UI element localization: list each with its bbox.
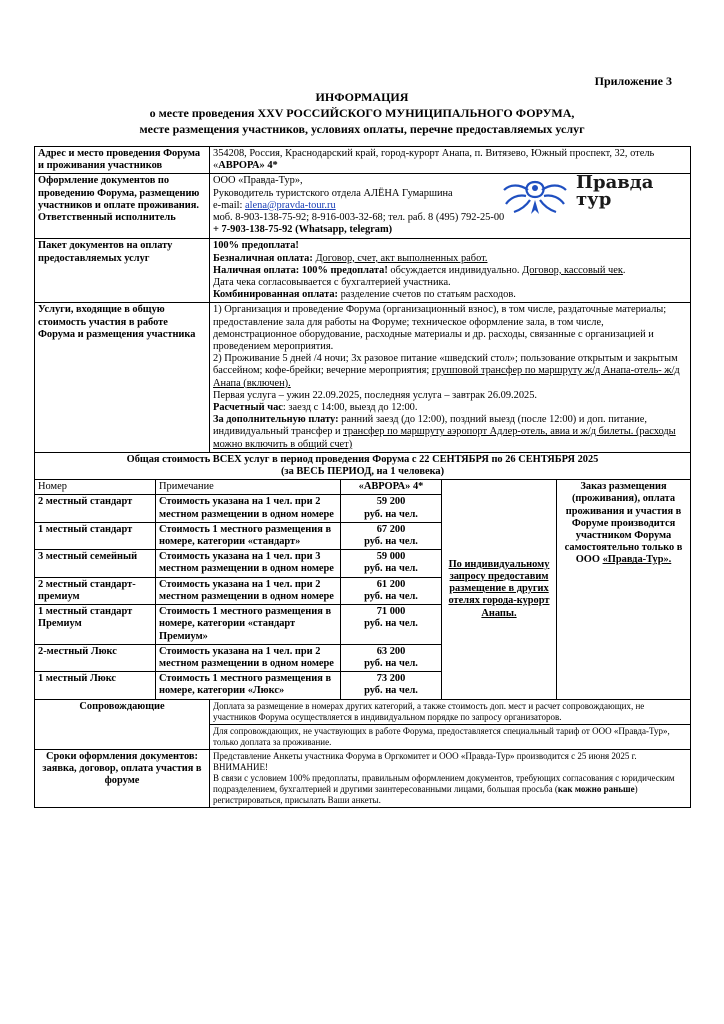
combined-line xyxy=(213,289,687,301)
room-price-value: 61 200 xyxy=(376,578,406,590)
deadlines-value xyxy=(210,749,691,807)
room-name: 1 местный Люкс xyxy=(35,672,156,699)
room-name: 1 местный стандарт xyxy=(35,522,156,549)
col-hotel-header: «АВРОРА» 4* xyxy=(341,480,442,495)
heading-line-1: ИНФОРМАЦИЯ xyxy=(315,90,409,104)
room-name: 2 местный стандарт-премиум xyxy=(35,577,156,604)
address-value xyxy=(210,147,691,174)
extra-label: За дополнительную плату: xyxy=(213,414,339,426)
services-p2-text: 2) Проживание 5 дней /4 ночи; 3х разовое питание «шведский стол»; пользование открытым и закрытым бассейном; кофе-брейки; вечерние мероприятия; xyxy=(213,353,678,377)
total-cost-heading xyxy=(35,452,691,479)
whatsapp-line: + 7-903-138-75-92 (Whatsapp, telegram) xyxy=(213,224,393,236)
room-price xyxy=(341,644,442,671)
payment-value xyxy=(210,239,691,303)
escort-text-2: Для сопровождающих, не участвующих в работе Форума, предоставляется специальный тариф от ООО «Правда-Тур», только доплата за проживание. xyxy=(210,724,691,749)
documents-label: Оформление документов по проведению Форума, размещению участников и оплате проживания. Ответственный исполнитель xyxy=(35,174,210,239)
attention-label: ВНИМАНИЕ! xyxy=(213,761,268,772)
documents-row xyxy=(35,174,691,239)
room-note: Стоимость указана на 1 чел. при 2 местном размещении в одном номере xyxy=(156,495,341,522)
room-price xyxy=(341,522,442,549)
heading-line-2: о месте проведения XXV РОССИЙСКОГО МУНИЦИПАЛЬНОГО ФОРУМА, xyxy=(149,106,575,120)
deadlines-p2-end: ) регистрироваться, присылать Ваши анкеты. xyxy=(213,783,638,805)
logo-line-2: тур xyxy=(576,189,612,211)
room-price-value: 73 200 xyxy=(376,673,406,685)
logo-line-1: Правда xyxy=(576,172,654,194)
booking-company: «Правда-Тур». xyxy=(602,554,672,566)
deadlines-p2 xyxy=(213,773,687,806)
col-note-header: Примечание xyxy=(156,480,341,495)
cashless-label: Безналичная оплата: xyxy=(213,252,313,264)
hotel-name: АВРОРА xyxy=(218,160,260,172)
total-line-2: (за ВЕСЬ ПЕРИОД, на 1 человека) xyxy=(280,466,445,478)
checkout-label: Расчетный час xyxy=(213,402,283,414)
room-note: Стоимость 1 местного размещения в номере, категории «стандарт» xyxy=(156,522,341,549)
checkout-text: : заезд с 14:00, выезд до 12:00. xyxy=(282,402,418,414)
room-note: Стоимость 1 местного размещения в номере, категории «Люкс» xyxy=(156,672,341,699)
room-price-unit: руб. на чел. xyxy=(364,590,418,602)
room-price xyxy=(341,605,442,645)
services-p3: Первая услуга – ужин 22.09.2025, последняя услуга – завтрак 26.09.2025. xyxy=(213,389,538,401)
room-note: Стоимость указана на 1 чел. при 3 местном размещении в одном номере xyxy=(156,550,341,577)
room-name: 2-местный Люкс xyxy=(35,644,156,671)
room-note: Стоимость указана на 1 чел. при 2 местном размещении в одном номере xyxy=(156,644,341,671)
documents-value xyxy=(210,174,691,239)
extra-line xyxy=(213,414,687,451)
info-table xyxy=(34,146,691,808)
room-price xyxy=(341,577,442,604)
combined-label: Комбинированная оплата: xyxy=(213,289,338,301)
booking-cell xyxy=(557,480,691,699)
room-price-unit: руб. на чел. xyxy=(364,657,418,669)
email-label: e-mail: xyxy=(213,199,246,211)
cheque-line: Дата чека согласовывается с бухгалтерией участника. xyxy=(213,277,451,289)
prepay-line: 100% предоплата! xyxy=(213,240,299,252)
room-price-unit: руб. на чел. xyxy=(364,536,418,548)
checkout-line xyxy=(213,402,687,414)
services-label: Услуги, входящие в общую стоимость участия в работе Форума и размещения участника xyxy=(35,303,210,452)
extra-text: ранний заезд (до 12:00), поздний выезд (после 12:00) и доп. питание, индивидуальный трансфер и xyxy=(213,414,647,438)
room-name: 3 местный семейный xyxy=(35,550,156,577)
email-link[interactable]: alena@pravda-tour.ru xyxy=(245,199,336,211)
appendix-label: Приложение 3 xyxy=(594,74,672,88)
room-note: Стоимость 1 местного размещения в номере, категории «стандарт Премиум» xyxy=(156,605,341,645)
room-price-value: 71 000 xyxy=(376,606,406,618)
room-price-unit: руб. на чел. xyxy=(364,508,418,520)
room-price-value: 63 200 xyxy=(376,645,406,657)
room-price xyxy=(341,672,442,699)
company-name: ООО «Правда-Тур», xyxy=(213,175,303,187)
cash-end: . xyxy=(622,264,626,276)
cash-text: обсуждается индивидуально. xyxy=(387,264,523,276)
manager-name: Руководитель туристского отдела АЛЁНА Гумаршина xyxy=(213,187,453,199)
rooms-header-row xyxy=(35,480,691,495)
payment-label: Пакет документов на оплату предоставляемых услуг xyxy=(35,239,210,303)
phones-line: моб. 8-903-138-75-92; 8-916-003-32-68; тел. раб. 8 (495) 792-25-00 xyxy=(213,212,505,224)
combined-text: разделение счетов по статьям расходов. xyxy=(340,289,516,301)
services-p1: 1) Организация и проведение Форума (организационный взнос), в том числе, раздаточные материалы; предоставление зала для работы на Форуме; техническое оформление зала, в том числе, демонстрационное оборудование, расходные материалы и др. расходы, связанные с организацией и проведением мероприятия. xyxy=(213,304,667,353)
room-price xyxy=(341,495,442,522)
total-line-1: Общая стоимость ВСЕХ услуг в период проведения Форума с 22 СЕНТЯБРЯ по 26 СЕНТЯБРЯ 2025 xyxy=(126,453,599,465)
room-name: 1 местный стандарт Премиум xyxy=(35,605,156,645)
other-hotels-cell: По индивидуальному запросу предоставим размещение в других отелях города-курорт Анапы. xyxy=(442,480,557,699)
logo-text xyxy=(576,172,654,211)
deadlines-p2-bold: как можно раньше xyxy=(557,783,635,794)
escort-row-1 xyxy=(35,699,691,724)
services-p2-transfer: групповой трансфер по маршруту ж/д Анапа-отель- ж/д Анапа (включен). xyxy=(213,365,680,389)
escort-label: Сопровождающие xyxy=(35,699,210,749)
total-row xyxy=(35,452,691,479)
booking-text: Заказ размещения (проживания), оплата проживания и участия в Форуме производится участником Форума самостоятельно только в ООО xyxy=(564,481,683,566)
cash-docs: Договор, кассовый чек xyxy=(522,264,623,276)
room-price-value: 59 200 xyxy=(376,496,406,508)
services-p2 xyxy=(213,353,687,390)
room-price-value: 59 000 xyxy=(376,551,406,563)
col-number-header: Номер xyxy=(35,480,156,495)
cash-bold: 100% предоплата! xyxy=(301,264,388,276)
deadlines-p2-text: В связи с условием 100% предоплаты, правильным оформлением документов, требующих согласования с юридическим подразделением, бухгалтерией и другими заинтересованными лицами, большая просьба ( xyxy=(213,772,675,794)
cashless-text: Договор, счет, акт выполненных работ. xyxy=(315,252,488,264)
room-note: Стоимость указана на 1 чел. при 2 местном размещении в одном номере xyxy=(156,577,341,604)
deadlines-label: Сроки оформления документов: заявка, договор, оплата участия в форуме xyxy=(35,749,210,807)
room-price-unit: руб. на чел. xyxy=(364,618,418,630)
deadlines-p1: Представление Анкеты участника Форума в Оргкомитет и ООО «Правда-Тур» производится с 25 июня 2025 г. xyxy=(213,750,637,761)
address-text: 354208, Россия, Краснодарский край, город-курорт Анапа, п. Витязево, Южный проспект, 32, отель « xyxy=(213,148,655,172)
payment-row xyxy=(35,239,691,303)
room-name: 2 местный стандарт xyxy=(35,495,156,522)
address-row xyxy=(35,147,691,174)
cash-label: Наличная оплата: xyxy=(213,264,300,276)
address-label: Адрес и место проведения Форума и проживания участников xyxy=(35,147,210,174)
pravda-tur-logo xyxy=(498,172,688,216)
hotel-stars: » 4* xyxy=(259,160,278,172)
room-price-value: 67 200 xyxy=(376,523,406,535)
cashless-line xyxy=(213,253,687,265)
room-price-unit: руб. на чел. xyxy=(364,685,418,697)
cash-line xyxy=(213,265,687,277)
extra-transfer: трансфер по маршруту аэропорт Адлер-отель, авиа и ж/д билеты. (расходы можно включить в общий счет) xyxy=(213,426,676,450)
logo-emblem-icon xyxy=(498,176,572,216)
room-price xyxy=(341,550,442,577)
room-price-unit: руб. на чел. xyxy=(364,563,418,575)
escort-text-1: Доплата за размещение в номерах других категорий, а также стоимость доп. мест и расчет сопровождающих, не участников Форума осуществляется в индивидуальном порядке по запросу организаторов. xyxy=(210,699,691,724)
page-heading xyxy=(0,89,724,137)
services-value xyxy=(210,303,691,452)
heading-line-3: месте размещения участников, условиях оплаты, перечне предоставляемых услуг xyxy=(139,122,585,136)
deadlines-row xyxy=(35,749,691,807)
services-row xyxy=(35,303,691,452)
